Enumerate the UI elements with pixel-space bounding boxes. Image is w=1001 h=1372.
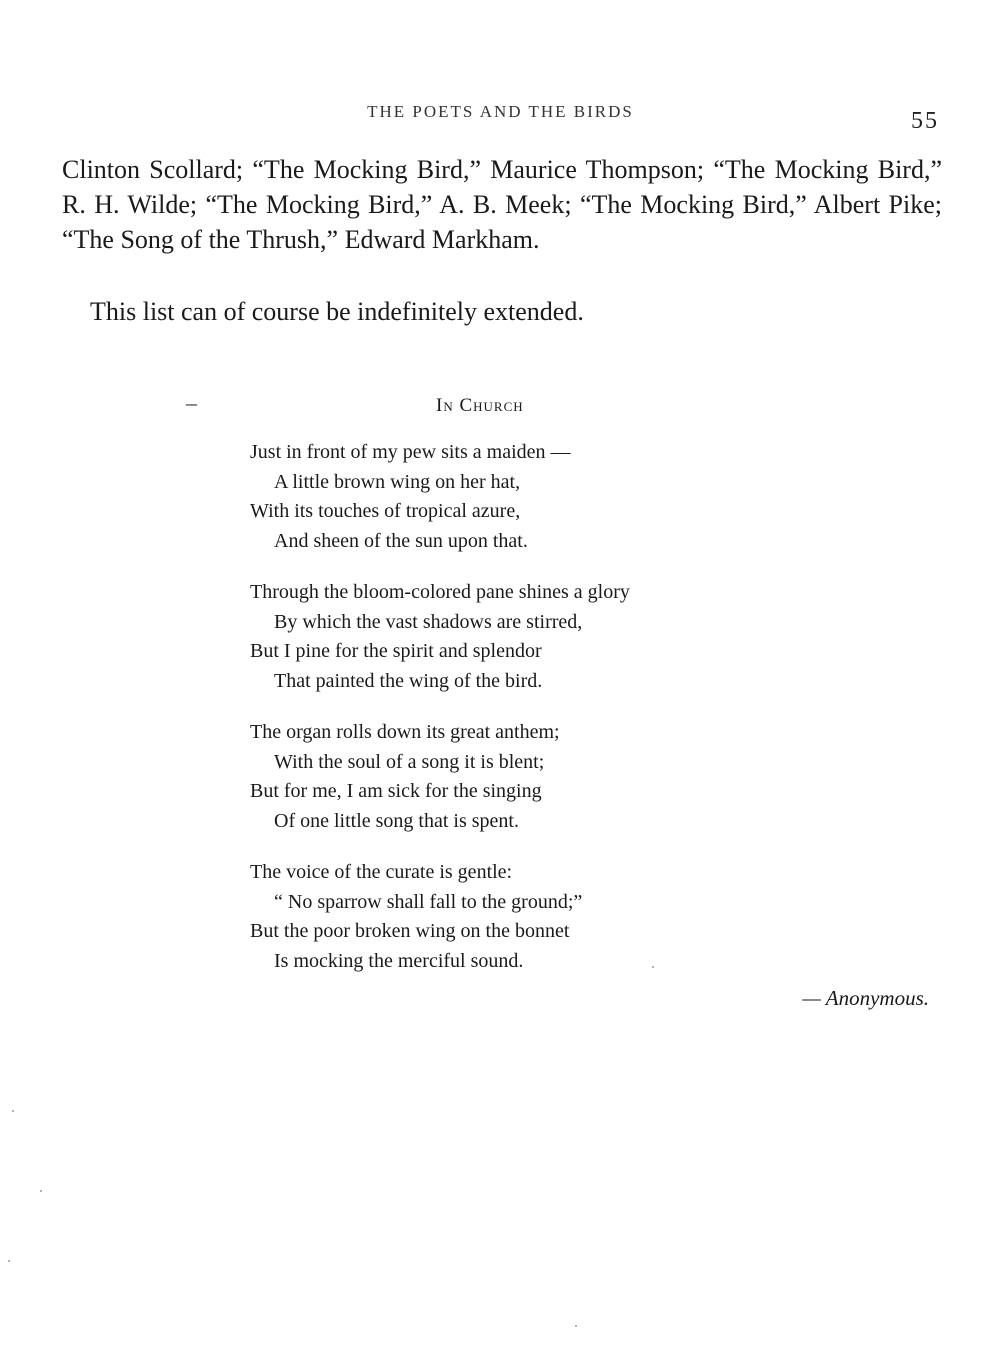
stanza-1 (250, 438, 770, 556)
running-head: THE POETS AND THE BIRDS (367, 102, 634, 121)
body-paragraph-closing: This list can of course be indefinitely extended. (90, 297, 584, 326)
scan-speck (575, 1325, 577, 1327)
poem-line: With its touches of tropical azure, (250, 500, 521, 522)
poem-line: Is mocking the merciful sound. (274, 949, 524, 972)
scan-speck (40, 1190, 42, 1192)
page-number: 55 (911, 108, 939, 134)
poem-line: With the soul of a song it is blent; (274, 750, 545, 773)
poem-line: By which the vast shadows are stirred, (274, 610, 583, 633)
poem-line: Of one little song that is spent. (274, 809, 519, 832)
poem-line: But for me, I am sick for the singing (250, 780, 542, 802)
stanza-3 (250, 718, 770, 836)
poem-line: A little brown wing on her hat, (274, 470, 521, 493)
poem-line: But the poor broken wing on the bonnet (250, 920, 570, 942)
stanza-2 (250, 578, 770, 696)
poem-line: And sheen of the sun upon that. (274, 529, 528, 552)
poem-title: In Church (436, 395, 524, 416)
poem-attribution: — Anonymous. (802, 986, 929, 1010)
stanza-4 (250, 858, 770, 976)
poem-line: Through the bloom-colored pane shines a glory (250, 581, 630, 603)
poem-line: That painted the wing of the bird. (274, 669, 543, 692)
poem-line: But I pine for the spirit and splendor (250, 640, 542, 662)
body-paragraph: Clinton Scollard; “The Mocking Bird,” Maurice Thompson; “The Mocking Bird,” R. H. Wilde; “The Mocking Bird,” A. B. Meek; “The Mocking Bird,” Albert Pike; “The Song of the Thrush,” Edward Markham. (62, 155, 942, 254)
poem-line: The organ rolls down its great anthem; (250, 721, 560, 743)
scan-speck (652, 966, 654, 968)
stray-dash-mark: – (186, 390, 197, 415)
poem-line: The voice of the curate is gentle: (250, 861, 513, 883)
poem-line: “ No sparrow shall fall to the ground;” (274, 890, 583, 913)
scan-speck (8, 1260, 10, 1262)
poem (250, 438, 770, 998)
poem-line: Just in front of my pew sits a maiden — (250, 441, 571, 463)
scan-speck (12, 1110, 14, 1112)
